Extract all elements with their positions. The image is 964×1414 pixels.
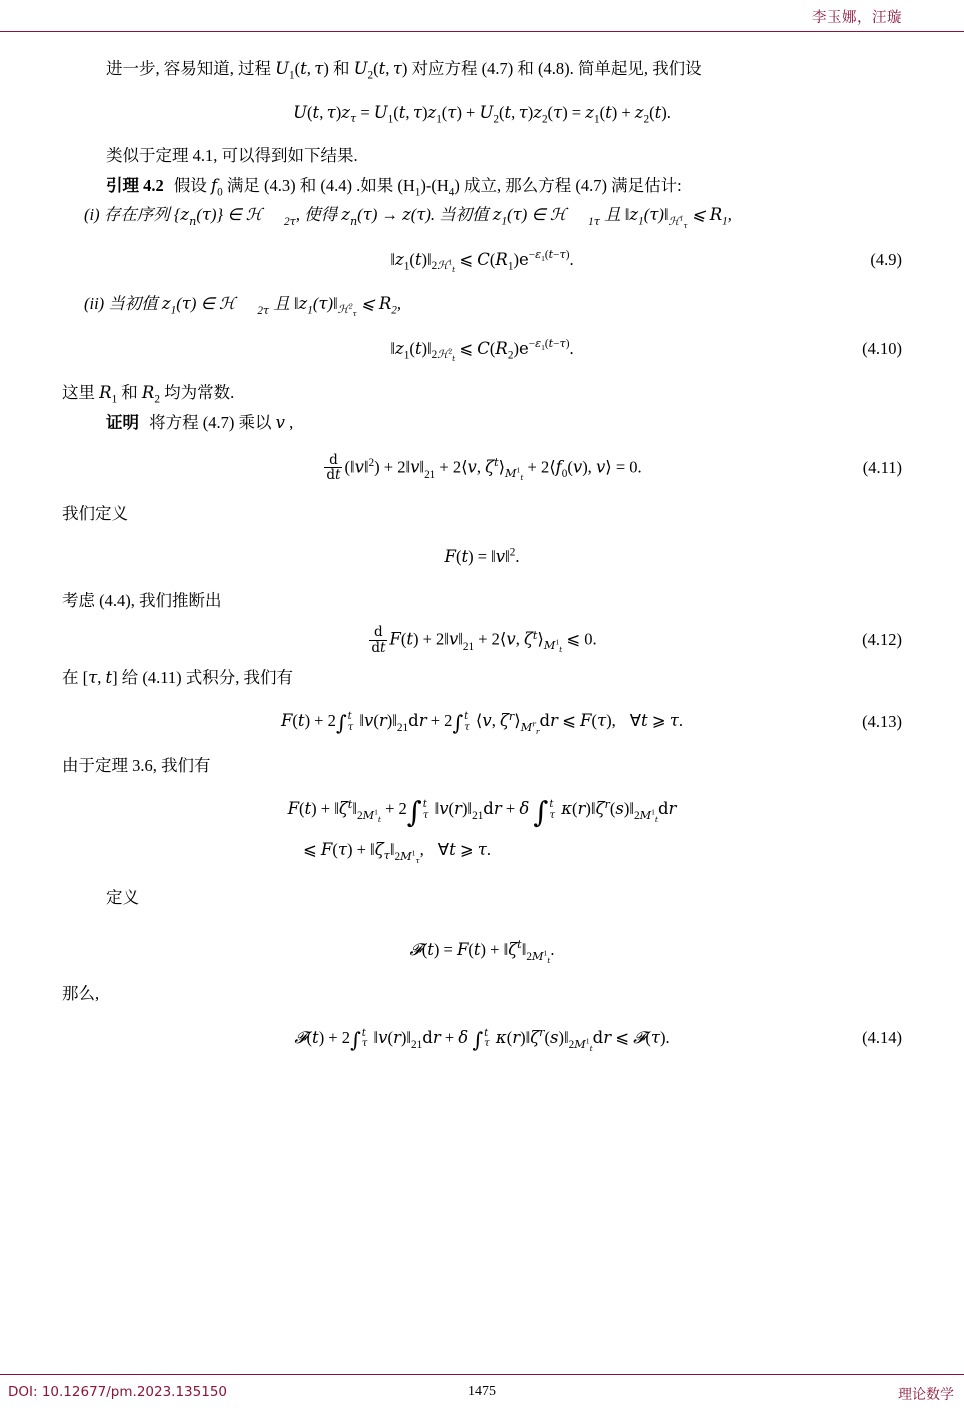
paragraph-consider-44: 考虑 (4.4), 我们推断出	[62, 590, 222, 610]
lemma-body: 假设 $f_0$ 满足 (4.3) 和 (4.4) .如果 $(H_1)-(H_4)$ 成立, 那么方程 (4.7) 满足估计:	[173, 175, 682, 198]
footer-journal-name: 理论数学	[898, 1387, 954, 1403]
equation-unnumbered-2: F(t) = ‖v‖$^2$.	[444, 546, 520, 567]
equation-4-10: $‖z_1(t)‖2ℋ^2_t$ ⩽ $C(R_2)e^{-\varepsilon_1(t-\tau)}$. (4.10)	[390, 337, 902, 364]
equation-4-14: 𝓕(t) + 2∫ t τ ‖v(r)‖21dr + δ ∫ t τ $\kappa(r)‖\zeta^r(s)‖2M^1_tdr$ ⩽ 𝓕(τ). (4.14)	[294, 1026, 902, 1053]
equation-4-12: $\frac{d}{dt}$ F(t) + 2‖v‖21 + 2⟨v, $\zeta^t⟩_{M^1_t}$ ⩽ 0. (4.12)	[371, 624, 902, 656]
proof-label: 证明	[106, 412, 139, 432]
lemma-item-i: (i) 存在序列 $\{z_n(\tau)\}$ ∈ ℋ 2τ, 使得 $z_n(\tau) \to z(\tau)$. 当初值 $z_1(\tau)$ ∈ ℋ 1τ 且 $‖z_1(\tau)‖_{ℋ^1_\tau}$ ⩽ $R_1$,	[84, 205, 732, 230]
lemma-statement	[62, 173, 902, 199]
footer-divider	[0, 1374, 964, 1375]
header-authors: 李玉娜，汪璇	[812, 10, 902, 26]
paragraph-intro: 进一步, 容易知道, 过程 $U_1(t$, τ) 和 $U_2(t$, τ) 对应方程 (4.7) 和 (4.8). 简单起见, 我们设	[106, 59, 702, 82]
equation-number-4-9: (4.9)	[870, 250, 902, 270]
paragraph-definition: 定义	[106, 888, 139, 908]
equation-4-13: F(t) + 2∫ t τ ‖v(r)‖21dr + 2∫ t τ ⟨v, $\zeta^r⟩_{M^r_r}dr$ ⩽ F(τ), ∀t ⩾ τ. (4.13)	[280, 709, 902, 736]
equation-unnumbered-1: U(t, $\tau)z_\tau = U_1(t$, $\tau)z_1(\tau) + U_2(t$, $\tau)z_2(\tau) = z_1(t) + z_2(t)$.	[293, 102, 671, 125]
equation-unnumbered-3-line1: $F(t) + ‖\zeta^t‖2M^1_t + 2\int$ t τ ‖v(r)‖21dr + δ ∫ t τ $\kappa(r)‖\zeta^r(s)‖2M^1_tdr$	[287, 795, 677, 830]
paragraph-similar-theorem: 类似于定理 4.1, 可以得到如下结果.	[106, 146, 358, 166]
page-header	[0, 0, 964, 34]
header-divider	[0, 31, 964, 32]
page-content	[62, 56, 902, 1364]
lemma-label: 引理 4.2	[106, 175, 164, 195]
footer-doi[interactable]: DOI: 10.12677/pm.2023.135150	[8, 1384, 227, 1400]
equation-number-4-12: (4.12)	[862, 630, 902, 650]
lemma-item-ii: (ii) 当初值 $z_1(\tau)$ ∈ ℋ 2τ 且 $‖z_1(\tau)‖_{ℋ^2_\tau}$ ⩽ $R_2$,	[84, 294, 401, 319]
equation-unnumbered-3-line2: ⩽ $F(\tau) + ‖\zeta_\tau‖2M^1_\tau$, ∀t ⩾ τ.	[302, 839, 492, 865]
equation-number-4-14: (4.14)	[862, 1028, 902, 1048]
equation-4-11: $\frac{d}{dt}$ (‖v‖$^2$) + 2‖v‖21 + 2⟨v, $\zeta^t⟩_{M^1_t}$ + $2⟨f_0(v)$, v⟩ = 0. (4.11)	[326, 452, 902, 484]
proof-text: 将方程 (4.7) 乘以 v ,	[149, 412, 294, 432]
proof-opening	[62, 410, 902, 436]
footer-page-number: 1475	[468, 1384, 496, 1399]
equation-number-4-13: (4.13)	[862, 711, 902, 731]
paragraph-then: 那么,	[62, 984, 100, 1004]
equation-number-4-10: (4.10)	[862, 339, 902, 359]
paragraph-theorem-36: 由于定理 3.6, 我们有	[62, 755, 211, 775]
equation-4-9: $‖z_1(t)‖2ℋ^1_t$ ⩽ $C(R_1)e^{-\varepsilon_1(t-\tau)}$. (4.9)	[390, 248, 902, 275]
paragraph-constants: 这里 $R_1$ 和 $R_2$ 均为常数.	[62, 383, 235, 406]
equation-unnumbered-4: 𝓕(t) = $F(t) + ‖\zeta^t‖2M^1_t$.	[409, 938, 555, 965]
paragraph-define-F: 我们定义	[62, 503, 128, 523]
paragraph-integrate: 在 [τ, t] 给 (4.11) 式积分, 我们有	[62, 667, 294, 687]
equation-number-4-11: (4.11)	[862, 458, 902, 478]
page-footer	[0, 1372, 964, 1414]
